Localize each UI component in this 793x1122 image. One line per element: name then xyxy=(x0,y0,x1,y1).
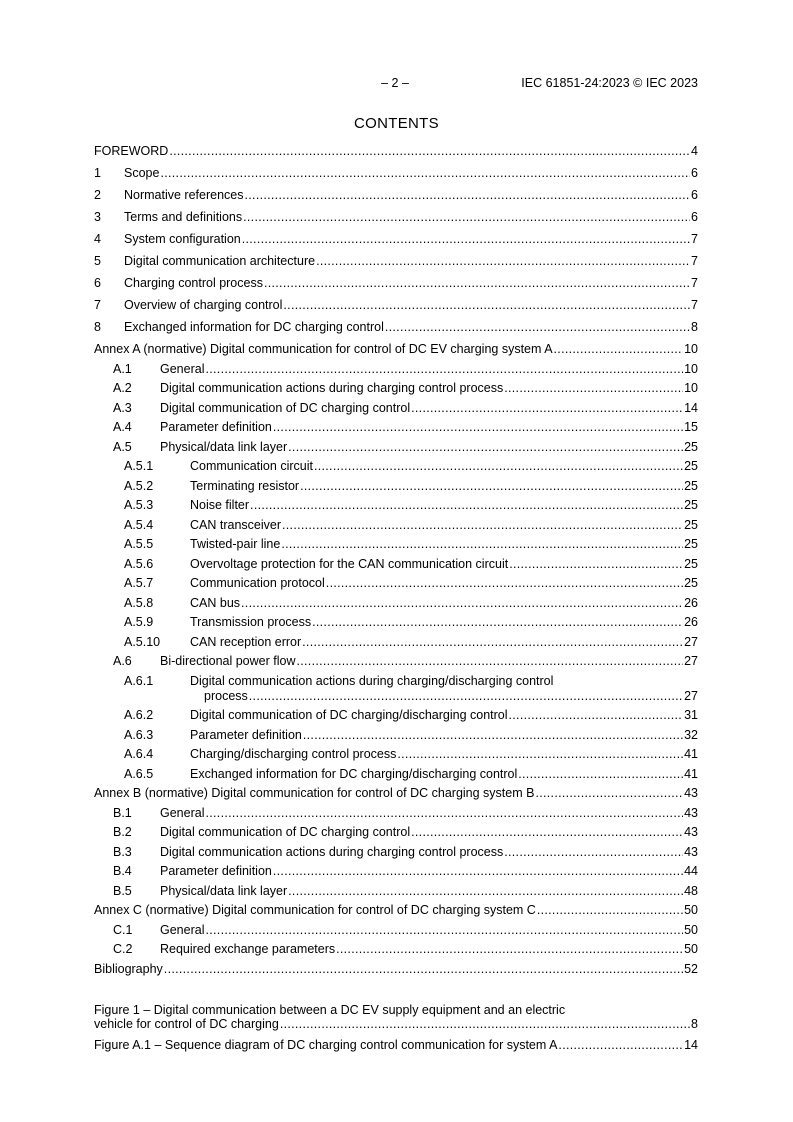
toc-leader-dots xyxy=(169,144,690,159)
toc-entry-page[interactable]: 44 xyxy=(684,864,698,878)
toc-entry-page[interactable]: 10 xyxy=(684,361,698,376)
toc-entry-label[interactable]: Twisted-pair line xyxy=(190,537,281,551)
toc-entry-number[interactable]: A.5.8 xyxy=(124,595,154,610)
toc-leader-dots xyxy=(160,166,690,181)
toc-entry-number[interactable]: A.5 xyxy=(113,439,132,454)
toc-entry[interactable] xyxy=(94,459,698,474)
toc-entry-label[interactable]: Overview of charging control xyxy=(124,298,283,312)
toc-entry-label[interactable]: Annex B (normative) Digital communication for control of DC charging system B xyxy=(94,786,535,800)
toc-leader-dots xyxy=(273,420,683,435)
page-title: CONTENTS xyxy=(354,115,439,132)
toc-leader-dots xyxy=(288,440,683,455)
table-of-contents xyxy=(94,144,698,1060)
toc-entry-page[interactable]: 8 xyxy=(691,320,698,334)
toc-entry-label[interactable]: Communication circuit xyxy=(190,459,313,473)
toc-entry-label[interactable]: Annex A (normative) Digital communication for control of DC EV charging system A xyxy=(94,342,553,356)
toc-entry-page[interactable]: 7 xyxy=(691,254,698,268)
toc-entry-page[interactable]: 25 xyxy=(684,439,698,454)
toc-leader-dots xyxy=(312,615,683,630)
figure-entry-label[interactable]: Figure A.1 – Sequence diagram of DC charging control communication for system A xyxy=(94,1037,558,1052)
toc-entry[interactable] xyxy=(94,320,698,335)
toc-entry-page[interactable]: 25 xyxy=(684,556,698,571)
toc-entry[interactable] xyxy=(94,188,698,203)
toc-entry-number[interactable]: A.5.10 xyxy=(124,634,161,649)
toc-entry-label[interactable]: Physical/data link layer xyxy=(160,883,288,898)
toc-entry-page[interactable]: 4 xyxy=(691,144,698,158)
toc-entry-number[interactable]: A.6.1 xyxy=(124,673,154,688)
toc-entry[interactable] xyxy=(94,845,698,860)
toc-entry[interactable] xyxy=(94,362,698,377)
toc-entry-number[interactable]: A.5.4 xyxy=(124,517,154,532)
toc-entry-page[interactable]: 32 xyxy=(684,727,698,742)
toc-entry-number[interactable]: A.6 xyxy=(113,654,132,668)
toc-leader-dots xyxy=(205,806,683,821)
toc-entry[interactable] xyxy=(94,420,698,435)
figure-entry-label-continued[interactable]: vehicle for control of DC charging xyxy=(94,1016,279,1031)
toc-entry-label[interactable]: General xyxy=(160,922,205,937)
toc-entry-number[interactable]: B.3 xyxy=(113,844,132,859)
toc-entry-number[interactable]: A.5.1 xyxy=(124,459,154,473)
toc-entry-number[interactable]: 7 xyxy=(94,298,101,312)
toc-entry-page[interactable]: 26 xyxy=(684,615,698,629)
toc-entry-label[interactable]: Parameter definition xyxy=(160,864,272,878)
toc-entry[interactable] xyxy=(94,298,698,313)
toc-entry-page[interactable]: 27 xyxy=(684,688,698,703)
page-header xyxy=(0,76,793,92)
toc-entry-number[interactable]: 1 xyxy=(94,166,101,180)
toc-entry-page[interactable]: 6 xyxy=(691,188,698,202)
toc-leader-dots xyxy=(504,845,683,860)
toc-entry-page[interactable]: 25 xyxy=(684,517,698,532)
toc-entry-label[interactable]: Charging/discharging control process xyxy=(190,747,397,761)
toc-entry[interactable] xyxy=(94,210,698,225)
toc-entry-label[interactable]: Physical/data link layer xyxy=(160,439,288,454)
toc-entry[interactable] xyxy=(94,479,698,494)
toc-leader-dots xyxy=(509,708,684,723)
toc-entry[interactable] xyxy=(94,674,698,704)
toc-entry-number[interactable]: A.1 xyxy=(113,361,132,376)
toc-leader-dots xyxy=(245,188,691,203)
toc-entry[interactable] xyxy=(94,728,698,743)
toc-entry-number[interactable]: A.4 xyxy=(113,420,132,434)
toc-entry[interactable] xyxy=(94,635,698,650)
toc-entry-number[interactable]: 5 xyxy=(94,254,101,268)
toc-entry-page[interactable]: 50 xyxy=(684,942,698,956)
toc-leader-dots xyxy=(314,459,683,474)
toc-entry[interactable] xyxy=(94,166,698,181)
toc-entry-number[interactable]: A.5.5 xyxy=(124,537,154,551)
toc-entry-number[interactable]: B.5 xyxy=(113,883,132,898)
toc-entry-label[interactable]: Overvoltage protection for the CAN communication circuit xyxy=(190,556,509,571)
toc-leader-dots xyxy=(243,210,690,225)
toc-entry-page[interactable]: 48 xyxy=(684,883,698,898)
toc-leader-dots xyxy=(411,825,683,840)
toc-entry-number[interactable]: B.1 xyxy=(113,805,132,820)
toc-entry-number[interactable]: A.3 xyxy=(113,400,132,415)
toc-entry-page[interactable]: 43 xyxy=(684,805,698,820)
toc-entry-page[interactable]: 7 xyxy=(691,232,698,246)
toc-leader-dots xyxy=(296,654,683,669)
toc-leader-dots xyxy=(504,381,683,396)
toc-entry-number[interactable]: B.2 xyxy=(113,825,132,839)
toc-leader-dots xyxy=(326,576,683,591)
toc-entry-label[interactable]: Digital communication of DC charging control xyxy=(160,825,411,839)
toc-entry-page[interactable]: 15 xyxy=(684,420,698,434)
toc-entry-label[interactable]: CAN bus xyxy=(190,595,241,610)
toc-entry[interactable] xyxy=(94,962,698,977)
figure-entry-page[interactable]: 14 xyxy=(684,1037,698,1052)
toc-entry-number[interactable]: C.2 xyxy=(113,942,133,956)
toc-leader-dots xyxy=(411,401,683,416)
toc-entry[interactable] xyxy=(94,786,698,801)
toc-entry-label[interactable]: Parameter definition xyxy=(160,420,272,434)
toc-entry[interactable] xyxy=(94,518,698,533)
toc-entry-page[interactable]: 25 xyxy=(684,478,698,493)
toc-leader-dots xyxy=(250,498,683,513)
toc-entry-label-continued[interactable]: process xyxy=(204,688,248,703)
toc-entry-page[interactable]: 25 xyxy=(684,498,698,512)
toc-entry-label[interactable]: Parameter definition xyxy=(190,727,302,742)
toc-entry-page[interactable]: 50 xyxy=(684,922,698,937)
toc-leader-dots xyxy=(282,518,683,533)
toc-entry-number[interactable]: A.5.7 xyxy=(124,576,154,590)
toc-entry-label[interactable]: General xyxy=(160,805,205,820)
toc-entry-page[interactable]: 27 xyxy=(684,654,698,668)
toc-leader-dots xyxy=(241,596,683,611)
toc-entry-label[interactable]: FOREWORD xyxy=(94,144,169,158)
toc-entry-page[interactable]: 25 xyxy=(684,537,698,551)
toc-entry-number[interactable]: 3 xyxy=(94,210,101,224)
toc-entry-label[interactable]: Digital communication actions during charging control process xyxy=(160,844,504,859)
toc-entry-number[interactable]: A.6.3 xyxy=(124,727,154,742)
standard-reference: IEC 61851-24:2023 © IEC 2023 xyxy=(521,76,698,90)
toc-entry-label[interactable]: Noise filter xyxy=(190,498,250,512)
toc-entry-number[interactable]: A.5.6 xyxy=(124,556,154,571)
toc-entry-page[interactable]: 43 xyxy=(684,825,698,839)
toc-leader-dots xyxy=(283,298,690,313)
toc-entry[interactable] xyxy=(94,903,698,918)
toc-entry-number[interactable]: 6 xyxy=(94,276,101,290)
toc-entry-label[interactable]: Bi-directional power flow xyxy=(160,654,296,668)
toc-leader-dots xyxy=(316,254,690,269)
toc-entry-label[interactable]: Exchanged information for DC charging control xyxy=(124,320,384,334)
toc-entry-label[interactable]: Transmission process xyxy=(190,615,312,629)
toc-entry[interactable] xyxy=(94,401,698,416)
toc-leader-dots xyxy=(509,557,683,572)
toc-entry-label[interactable]: Terms and definitions xyxy=(124,210,243,224)
toc-entry[interactable] xyxy=(94,557,698,572)
toc-entry-label[interactable]: Digital communication of DC charging/discharging control xyxy=(190,708,508,722)
toc-entry-number[interactable]: B.4 xyxy=(113,864,132,878)
toc-entry-number[interactable]: C.1 xyxy=(113,922,133,937)
toc-entry[interactable] xyxy=(94,498,698,513)
toc-entry[interactable] xyxy=(94,276,698,291)
figure-entry-page[interactable]: 8 xyxy=(691,1016,698,1031)
toc-entry-page[interactable]: 27 xyxy=(684,634,698,649)
toc-entry-number[interactable]: 8 xyxy=(94,320,101,334)
figure-entry[interactable] xyxy=(94,1003,698,1031)
toc-entry[interactable] xyxy=(94,942,698,957)
toc-leader-dots xyxy=(205,362,683,377)
toc-entry-page[interactable]: 14 xyxy=(684,400,698,415)
toc-leader-dots xyxy=(518,767,683,782)
toc-entry[interactable] xyxy=(94,747,698,762)
toc-entry-label[interactable]: System configuration xyxy=(124,232,241,246)
toc-leader-dots xyxy=(281,537,683,552)
toc-leader-dots xyxy=(302,635,683,650)
toc-entry-page[interactable]: 43 xyxy=(684,786,698,800)
toc-entry[interactable] xyxy=(94,708,698,723)
toc-entry-page[interactable]: 31 xyxy=(684,708,698,722)
toc-leader-dots xyxy=(300,479,683,494)
toc-entry-label[interactable]: Communication protocol xyxy=(190,576,325,590)
toc-entry[interactable] xyxy=(94,342,698,357)
toc-entry-label[interactable]: Terminating resistor xyxy=(190,478,300,493)
toc-entry-label[interactable]: Digital communication architecture xyxy=(124,254,316,268)
toc-entry-page[interactable]: 6 xyxy=(691,210,698,224)
toc-entry[interactable] xyxy=(94,537,698,552)
toc-leader-dots xyxy=(249,689,683,704)
toc-entry[interactable] xyxy=(94,767,698,782)
toc-leader-dots xyxy=(303,728,683,743)
toc-entry-number[interactable]: A.6.5 xyxy=(124,766,154,781)
toc-leader-dots xyxy=(288,884,683,899)
toc-entry-label[interactable]: CAN reception error xyxy=(190,634,302,649)
toc-entry-page[interactable]: 43 xyxy=(684,844,698,859)
toc-entry-number[interactable]: A.6.4 xyxy=(124,747,154,761)
toc-entry-page[interactable]: 7 xyxy=(691,276,698,290)
toc-leader-dots xyxy=(537,903,683,918)
toc-leader-dots xyxy=(273,864,683,879)
toc-entry-page[interactable]: 41 xyxy=(684,747,698,761)
toc-entry-number[interactable]: A.6.2 xyxy=(124,708,154,722)
toc-entry-page[interactable]: 10 xyxy=(684,381,698,395)
toc-entry-label[interactable]: Digital communication actions during charging/discharging control xyxy=(190,673,554,688)
toc-leader-dots xyxy=(336,942,683,957)
toc-entry[interactable] xyxy=(94,232,698,247)
toc-entry-page[interactable]: 7 xyxy=(691,298,698,312)
toc-entry-page[interactable]: 6 xyxy=(691,166,698,180)
toc-entry[interactable] xyxy=(94,884,698,899)
toc-entry-page[interactable]: 41 xyxy=(684,766,698,781)
toc-entry-label[interactable]: Normative references xyxy=(124,188,244,202)
toc-leader-dots xyxy=(535,786,683,801)
toc-entry-page[interactable]: 26 xyxy=(684,595,698,610)
toc-leader-dots xyxy=(558,1038,683,1053)
toc-entry[interactable] xyxy=(94,825,698,840)
toc-entry-label[interactable]: Required exchange parameters xyxy=(160,942,336,956)
toc-entry-label[interactable]: Digital communication of DC charging control xyxy=(160,400,411,415)
toc-entry[interactable] xyxy=(94,806,698,821)
toc-leader-dots xyxy=(242,232,690,247)
toc-entry-label[interactable]: Scope xyxy=(124,166,160,180)
toc-entry-label[interactable]: Bibliography xyxy=(94,961,163,976)
toc-entry-label[interactable]: CAN transceiver xyxy=(190,517,281,532)
toc-entry-number[interactable]: 4 xyxy=(94,232,101,246)
toc-entry-page[interactable]: 25 xyxy=(684,459,698,473)
toc-entry[interactable] xyxy=(94,615,698,630)
toc-entry-page[interactable]: 52 xyxy=(684,961,698,976)
toc-entry-label[interactable]: Charging control process xyxy=(124,276,263,290)
toc-entry[interactable] xyxy=(94,381,698,396)
toc-entry-number[interactable]: A.5.3 xyxy=(124,498,154,512)
toc-entry-page[interactable]: 50 xyxy=(684,903,698,917)
toc-entry[interactable] xyxy=(94,654,698,669)
toc-leader-dots xyxy=(164,962,683,977)
toc-entry[interactable] xyxy=(94,864,698,879)
toc-entry-label[interactable]: Digital communication actions during charging control process xyxy=(160,381,504,395)
toc-entry[interactable] xyxy=(94,923,698,938)
toc-leader-dots xyxy=(554,342,684,357)
toc-entry-page[interactable]: 25 xyxy=(684,576,698,590)
toc-entry-number[interactable]: A.2 xyxy=(113,381,132,395)
toc-entry-number[interactable]: A.5.9 xyxy=(124,615,154,629)
toc-leader-dots xyxy=(385,320,690,335)
toc-entry[interactable] xyxy=(94,576,698,591)
page-number: – 2 – xyxy=(381,76,409,90)
toc-entry[interactable] xyxy=(94,440,698,455)
toc-entry-label[interactable]: General xyxy=(160,361,205,376)
toc-entry-number[interactable]: A.5.2 xyxy=(124,478,154,493)
toc-entry[interactable] xyxy=(94,596,698,611)
toc-entry-label[interactable]: Annex C (normative) Digital communication for control of DC charging system C xyxy=(94,903,536,917)
toc-leader-dots xyxy=(264,276,690,291)
figure-entry-label[interactable]: Figure 1 – Digital communication between a DC EV supply equipment and an electric xyxy=(94,1002,566,1017)
toc-entry[interactable] xyxy=(94,254,698,269)
toc-leader-dots xyxy=(397,747,683,762)
toc-entry[interactable] xyxy=(94,144,698,159)
toc-leader-dots xyxy=(280,1017,690,1031)
toc-entry-page[interactable]: 10 xyxy=(684,342,698,356)
figure-entry[interactable] xyxy=(94,1038,698,1053)
toc-entry-number[interactable]: 2 xyxy=(94,188,101,202)
toc-leader-dots xyxy=(205,923,683,938)
toc-entry-label[interactable]: Exchanged information for DC charging/discharging control xyxy=(190,766,518,781)
